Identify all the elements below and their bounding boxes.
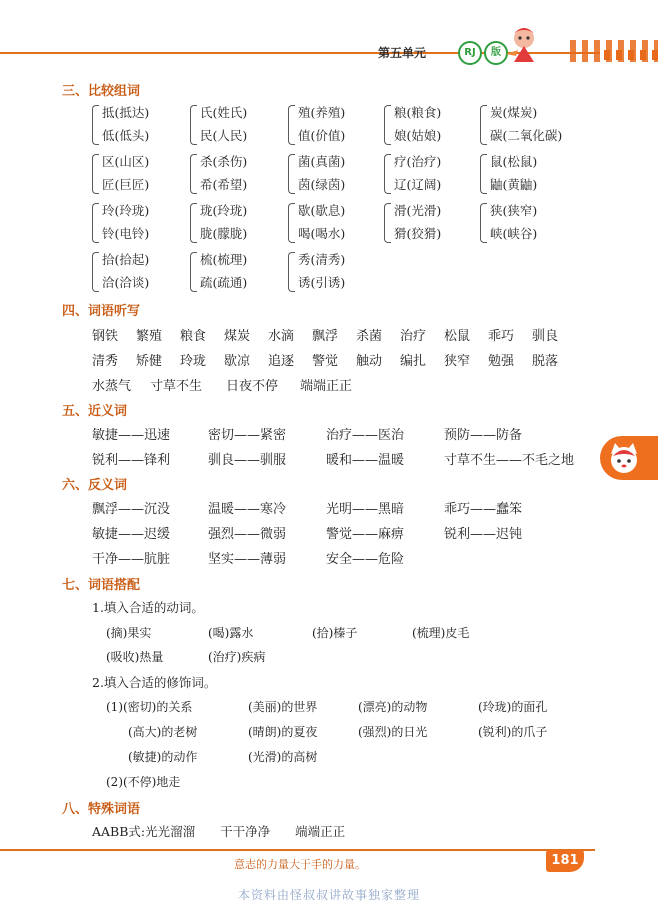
- dictation-word: 治疗: [400, 329, 427, 344]
- pair-brace: [92, 105, 99, 145]
- pair-word: 秀(清秀): [298, 252, 346, 267]
- collocation-answer: (吸收)热量: [106, 650, 164, 664]
- mascot-face-icon: [606, 440, 642, 476]
- word-pair: [288, 152, 388, 196]
- pair-word: 诱(引诱): [298, 275, 346, 290]
- antonym-pair: 飘浮——沉没: [92, 502, 171, 517]
- pair-word: 殖(养殖): [298, 105, 346, 120]
- dictation-word: 清秀: [92, 354, 119, 369]
- word-pair: [92, 103, 192, 147]
- special-words: AABB式:光光溜溜 干干净净 端端正正: [92, 824, 346, 839]
- section-heading-antonyms: 六、反义词: [62, 478, 128, 493]
- word-pair: [384, 201, 484, 245]
- pair-word: 疏(疏通): [200, 275, 248, 290]
- collocation-answer: (喝)露水: [208, 626, 254, 640]
- word-pair: [92, 152, 192, 196]
- pair-word: 娘(姑娘): [394, 128, 442, 143]
- synonym-pair: 预防——防备: [444, 428, 523, 443]
- word-pair: [92, 250, 192, 294]
- pair-word: 区(山区): [102, 154, 150, 169]
- antonym-pair: 光明——黑暗: [326, 502, 405, 517]
- dictation-word: 粮食: [180, 329, 207, 344]
- pair-word: 洽(洽谈): [102, 275, 150, 290]
- synonym-pair: 寸草不生——不毛之地: [444, 453, 575, 468]
- pair-word: 碳(二氧化碳): [490, 128, 563, 143]
- pair-brace: [288, 203, 295, 243]
- unit-title: 第五单元: [378, 46, 427, 60]
- synonym-pair: 锐利——锋利: [92, 453, 171, 468]
- pair-word: 喝(喝水): [298, 226, 346, 241]
- pair-brace: [288, 252, 295, 292]
- pair-word: 杀(杀伤): [200, 154, 248, 169]
- collocation-answer: (高大)的老树: [128, 725, 198, 739]
- dictation-word: 勉强: [488, 354, 515, 369]
- header-checker-pattern-lower: [598, 50, 658, 60]
- pair-brace: [190, 105, 197, 145]
- collocation-answer: (光滑)的高树: [248, 750, 318, 764]
- collocation-q2: 2.填入合适的修饰词。: [92, 675, 217, 690]
- pair-word: 拾(拾起): [102, 252, 150, 267]
- pair-word: 铃(电铃): [102, 226, 150, 241]
- pair-word: 猾(狡猾): [394, 226, 442, 241]
- pair-word: 狭(狭窄): [490, 203, 538, 218]
- pair-word: 峡(峡谷): [490, 226, 538, 241]
- dictation-word: 追逐: [268, 354, 295, 369]
- edition-badge-rj: RJ: [458, 41, 482, 65]
- source-note: 本资料由怪叔叔讲故事独家整理: [237, 888, 420, 902]
- dictation-word: 煤炭: [224, 329, 251, 344]
- dictation-word: 触动: [356, 354, 383, 369]
- pair-word: 匠(巨匠): [102, 177, 150, 192]
- pair-brace: [480, 203, 487, 243]
- footer-rule: [0, 849, 595, 851]
- antonym-pair: 锐利——迟钝: [444, 527, 523, 542]
- antonym-pair: 警觉——麻痹: [326, 527, 405, 542]
- word-pair: [384, 103, 484, 147]
- collocation-answer: (美丽)的世界: [248, 700, 318, 714]
- dictation-word: 警觉: [312, 354, 339, 369]
- word-pair: [480, 152, 580, 196]
- dictation-word: 水滴: [268, 329, 295, 344]
- antonym-pair: 敏捷——迟缓: [92, 527, 171, 542]
- dictation-word: 端端正正: [300, 379, 353, 394]
- collocation-answer: (梳理)皮毛: [412, 626, 470, 640]
- pair-word: 茵(绿茵): [298, 177, 346, 192]
- pair-brace: [190, 154, 197, 194]
- pair-brace: [288, 105, 295, 145]
- pair-word: 炭(煤炭): [490, 105, 538, 120]
- pair-brace: [288, 154, 295, 194]
- pair-word: 菌(真菌): [298, 154, 346, 169]
- dictation-word: 编扎: [400, 354, 427, 369]
- pair-word: 玲(玲珑): [102, 203, 150, 218]
- pair-word: 滑(光滑): [394, 203, 442, 218]
- dictation-word: 玲珑: [180, 354, 207, 369]
- collocation-answer: (强烈)的日光: [358, 725, 428, 739]
- word-pair: [190, 103, 290, 147]
- collocation-answer: (漂亮)的动物: [358, 700, 428, 714]
- pair-word: 鼠(松鼠): [490, 154, 538, 169]
- synonym-pair: 密切——紧密: [208, 428, 287, 443]
- collocation-answer: (玲珑)的面孔: [478, 700, 548, 714]
- pair-word: 辽(辽阔): [394, 177, 442, 192]
- word-pair: [384, 152, 484, 196]
- collocation-answer: (治疗)疾病: [208, 650, 266, 664]
- pair-word: 希(希望): [200, 177, 248, 192]
- word-pair: [190, 201, 290, 245]
- section-heading-special: 八、特殊词语: [62, 802, 141, 817]
- collocation-answer: (2)(不停)地走: [106, 775, 181, 789]
- pair-word: 胧(朦胧): [200, 226, 248, 241]
- pair-word: 粮(粮食): [394, 105, 442, 120]
- pair-word: 值(价值): [298, 128, 346, 143]
- pair-brace: [92, 203, 99, 243]
- word-pair: [92, 201, 192, 245]
- synonym-pair: 驯良——驯服: [208, 453, 287, 468]
- word-pair: [480, 103, 580, 147]
- section-heading-collocation: 七、词语搭配: [62, 578, 141, 593]
- collocation-answer: (晴朗)的夏夜: [248, 725, 318, 739]
- word-pair: [288, 103, 388, 147]
- dictation-word: 矫健: [136, 354, 163, 369]
- pair-word: 歇(歇息): [298, 203, 346, 218]
- antonym-pair: 乖巧——蠢笨: [444, 502, 523, 517]
- word-pair: [190, 250, 290, 294]
- collocation-answer: (拾)榛子: [312, 626, 358, 640]
- pair-brace: [92, 154, 99, 194]
- dictation-word: 脱落: [532, 354, 559, 369]
- collocation-answer: (摘)果实: [106, 626, 152, 640]
- antonym-pair: 温暖——寒冷: [208, 502, 287, 517]
- pair-brace: [480, 105, 487, 145]
- word-pair: [288, 250, 388, 294]
- pair-brace: [384, 203, 391, 243]
- pair-word: 鼬(黄鼬): [490, 177, 538, 192]
- dictation-word: 寸草不生: [150, 379, 203, 394]
- pair-word: 疗(治疗): [394, 154, 442, 169]
- pair-brace: [190, 252, 197, 292]
- antonym-pair: 干净——肮脏: [92, 552, 171, 567]
- pair-word: 梳(梳理): [200, 252, 248, 267]
- section-heading-synonyms: 五、近义词: [62, 404, 128, 419]
- pair-word: 氏(姓氏): [200, 105, 248, 120]
- synonym-pair: 敏捷——迅速: [92, 428, 171, 443]
- dictation-word: 繁殖: [136, 329, 163, 344]
- section-heading-dictation: 四、词语听写: [62, 304, 141, 319]
- collocation-answer: (敏捷)的动作: [128, 750, 198, 764]
- dictation-word: 杀菌: [356, 329, 383, 344]
- synonym-pair: 暖和——温暖: [326, 453, 405, 468]
- pair-word: 珑(玲珑): [200, 203, 248, 218]
- word-pair: [190, 152, 290, 196]
- edition-badge-ban: 版: [484, 41, 508, 65]
- antonym-pair: 安全——危险: [326, 552, 405, 567]
- dictation-word: 驯良: [532, 329, 559, 344]
- pair-word: 民(人民): [200, 128, 248, 143]
- pair-word: 抵(抵达): [102, 105, 150, 120]
- dictation-word: 钢铁: [92, 329, 119, 344]
- section-heading-compare: 三、比较组词: [62, 84, 141, 99]
- footer-motto: 意志的力量大于手的力量。: [234, 858, 366, 871]
- pair-brace: [384, 105, 391, 145]
- word-pair: [288, 201, 388, 245]
- collocation-answer: (1)(密切)的关系: [106, 700, 193, 714]
- antonym-pair: 强烈——微弱: [208, 527, 287, 542]
- pair-brace: [92, 252, 99, 292]
- dictation-word: 歇凉: [224, 354, 251, 369]
- antonym-pair: 坚实——薄弱: [208, 552, 287, 567]
- dictation-word: 狭窄: [444, 354, 471, 369]
- dictation-word: 日夜不停: [226, 379, 279, 394]
- dictation-word: 乖巧: [488, 329, 515, 344]
- dictation-word: 松鼠: [444, 329, 471, 344]
- collocation-answer: (锐利)的爪子: [478, 725, 548, 739]
- pair-brace: [480, 154, 487, 194]
- collocation-q1: 1.填入合适的动词。: [92, 600, 204, 615]
- synonym-pair: 治疗——医治: [326, 428, 405, 443]
- pair-brace: [190, 203, 197, 243]
- pair-word: 低(低头): [102, 128, 150, 143]
- dictation-word: 水蒸气: [92, 379, 132, 394]
- dictation-word: 飘浮: [312, 329, 339, 344]
- mascot-icon: [506, 24, 542, 64]
- pair-brace: [384, 154, 391, 194]
- page-number: 181: [546, 850, 584, 872]
- word-pair: [480, 201, 580, 245]
